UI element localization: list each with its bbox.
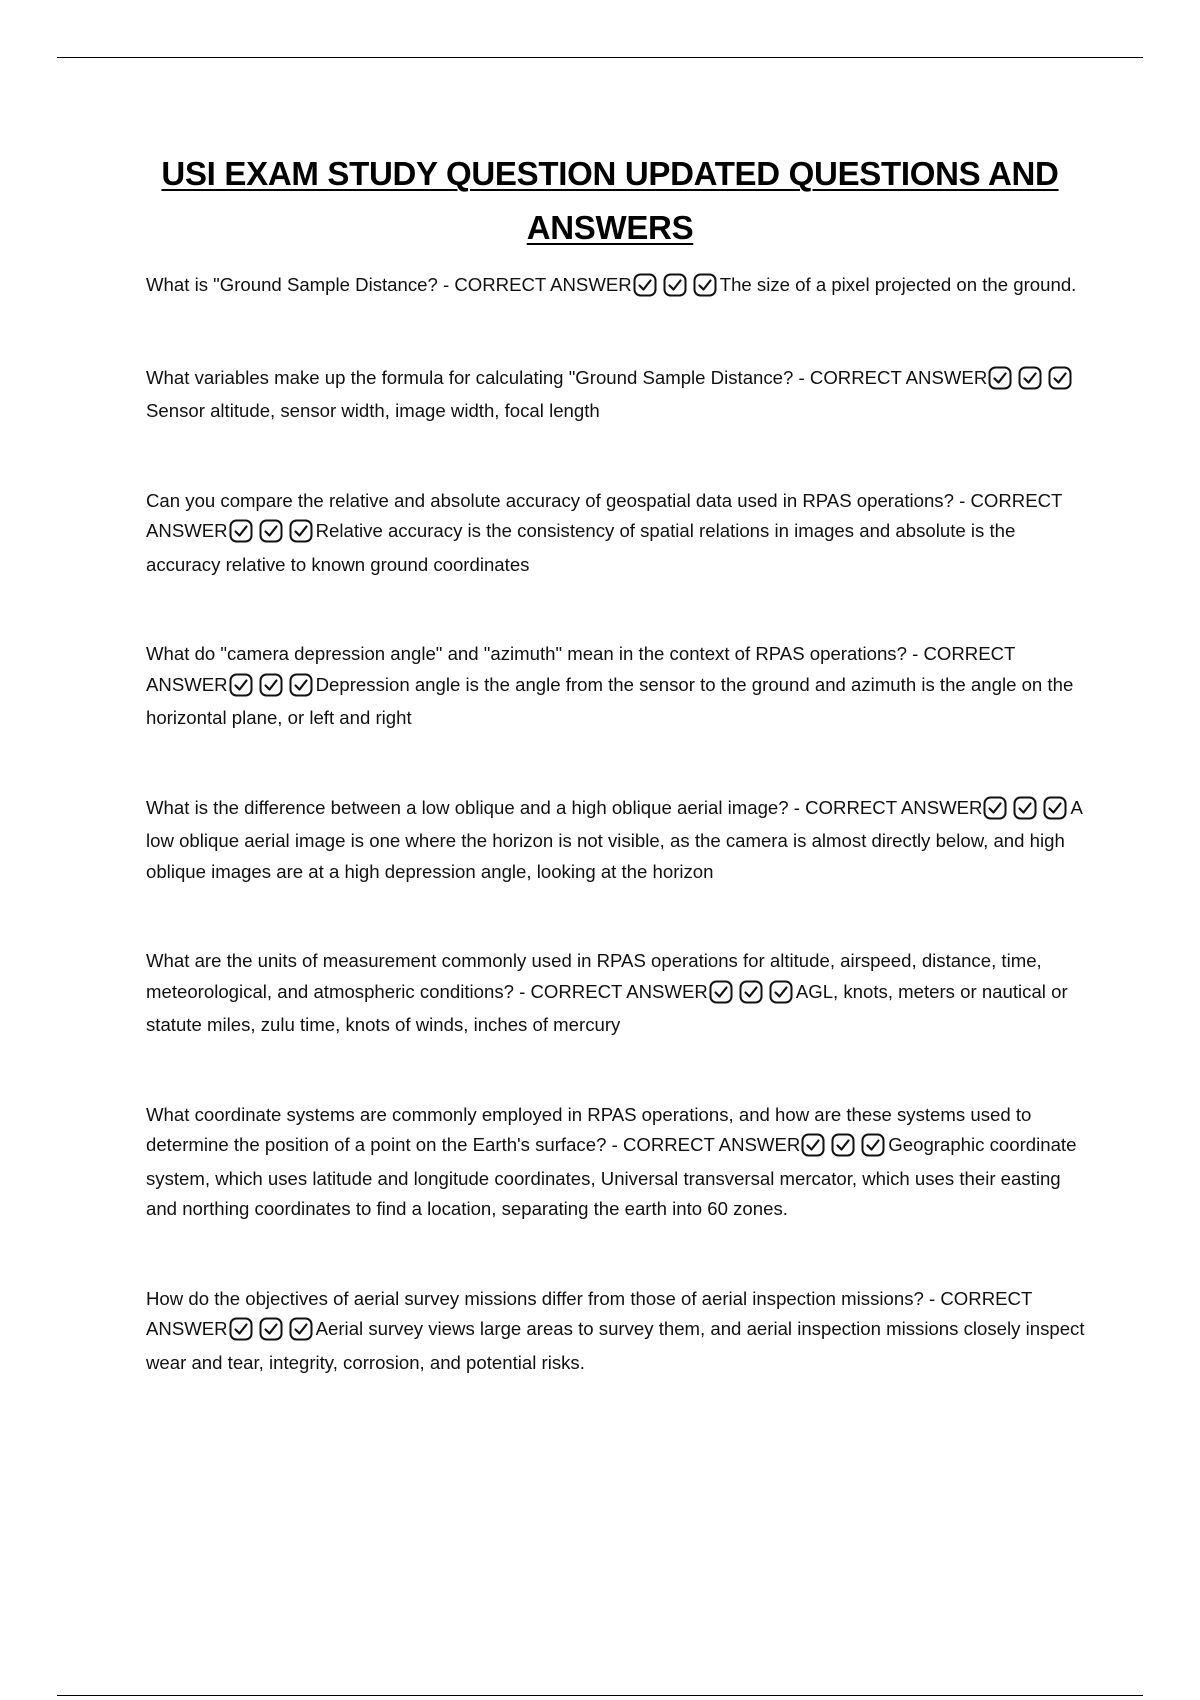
check-group [983, 796, 1069, 827]
qa-item [146, 946, 1086, 1041]
answer-text: Aerial survey views large areas to survey them, and aerial inspection missions closely inspect wear and tear, integrity, corrosion, and potential risks. [146, 1318, 1085, 1373]
check-group [801, 1133, 887, 1164]
bottom-rule [57, 1695, 1143, 1696]
answer-text: AGL, knots, meters or nautical or statute miles, zulu time, knots of winds, inches of mercury [146, 980, 1068, 1035]
checkbox-checked-icon [709, 980, 733, 1004]
check-group [229, 519, 315, 550]
checkbox-checked-icon [289, 673, 313, 697]
qa-item [146, 793, 1086, 888]
check-group [709, 980, 795, 1011]
qa-list [146, 270, 1086, 1437]
answer-text: Relative accuracy is the consistency of spatial relations in images and absolute is the accuracy relative to known ground coordinates [146, 520, 1016, 575]
qa-item [146, 1284, 1086, 1379]
answer-marker: CORRECT ANSWER [805, 796, 983, 818]
page-title: USI EXAM STUDY QUESTION UPDATED QUESTIONS AND ANSWERS [161, 155, 1059, 246]
question-text: What are the units of measurement commonly used in RPAS operations for altitude, airspeed, distance, time, meteorological, and atmospheric conditions? - [146, 950, 1042, 1002]
qa-item [146, 639, 1086, 734]
question-text: What is the difference between a low oblique and a high oblique aerial image? - [146, 796, 806, 818]
qa-item [146, 270, 1086, 304]
question-text: What variables make up the formula for calculating "Ground Sample Distance? - [146, 366, 810, 388]
answer-marker: CORRECT ANSWER [146, 1287, 1032, 1339]
checkbox-checked-icon [289, 1317, 313, 1341]
checkbox-checked-icon [983, 796, 1007, 820]
checkbox-checked-icon [289, 519, 313, 543]
checkbox-checked-icon [259, 519, 283, 543]
question-text: Can you compare the relative and absolute accuracy of geospatial data used in RPAS operations? - [146, 489, 971, 511]
answer-marker: CORRECT ANSWER [146, 643, 1016, 695]
qa-item [146, 486, 1086, 581]
answer-marker: CORRECT ANSWER [809, 366, 988, 388]
answer-marker: CORRECT ANSWER [530, 980, 708, 1002]
checkbox-checked-icon [988, 366, 1012, 390]
answer-marker: CORRECT ANSWER [622, 1134, 801, 1155]
answer-text: Depression angle is the angle from the sensor to the ground and azimuth is the angle on the horizontal plane, or left and right [146, 673, 1074, 728]
checkbox-checked-icon [229, 519, 253, 543]
question-text: What coordinate systems are commonly employed in RPAS operations, and how are these systems used to determine the position of a point on the Earth's surface? - [146, 1103, 1032, 1155]
answer-text: The size of a pixel projected on the ground. [719, 274, 1077, 295]
check-group [229, 1317, 315, 1348]
checkbox-checked-icon [831, 1133, 855, 1157]
checkbox-checked-icon [633, 273, 657, 297]
checkbox-checked-icon [693, 273, 717, 297]
check-group [633, 273, 719, 304]
checkbox-checked-icon [229, 1317, 253, 1341]
checkbox-checked-icon [1013, 796, 1037, 820]
checkbox-checked-icon [663, 273, 687, 297]
checkbox-checked-icon [229, 673, 253, 697]
question-text: What is "Ground Sample Distance? - [146, 274, 455, 295]
checkbox-checked-icon [259, 1317, 283, 1341]
checkbox-checked-icon [1048, 366, 1072, 390]
checkbox-checked-icon [861, 1133, 885, 1157]
checkbox-checked-icon [259, 673, 283, 697]
qa-item [146, 1100, 1086, 1225]
qa-item [146, 363, 1086, 427]
checkbox-checked-icon [739, 980, 763, 1004]
answer-text: A low oblique aerial image is one where the horizon is not visible, as the camera is almost directly below, and high oblique images are at a high depression angle, looking at the horizon [146, 796, 1082, 882]
check-group [229, 673, 315, 704]
checkbox-checked-icon [1018, 366, 1042, 390]
question-text: How do the objectives of aerial survey missions differ from those of aerial inspection missions? - [146, 1287, 941, 1309]
answer-marker: CORRECT ANSWER [146, 489, 1063, 541]
answer-text: Sensor altitude, sensor width, image width, focal length [146, 400, 600, 421]
answer-marker: CORRECT ANSWER [454, 274, 632, 295]
check-group [988, 366, 1074, 397]
checkbox-checked-icon [1043, 796, 1067, 820]
checkbox-checked-icon [801, 1133, 825, 1157]
top-rule [57, 57, 1143, 58]
answer-text: Geographic coordinate system, which uses latitude and longitude coordinates, Universal transversal mercator, which uses their easting and northing coordinates to find a location, separating the earth into 60 zones. [146, 1134, 1077, 1219]
checkbox-checked-icon [769, 980, 793, 1004]
question-text: What do "camera depression angle" and "azimuth" mean in the context of RPAS operations? - [146, 643, 924, 664]
